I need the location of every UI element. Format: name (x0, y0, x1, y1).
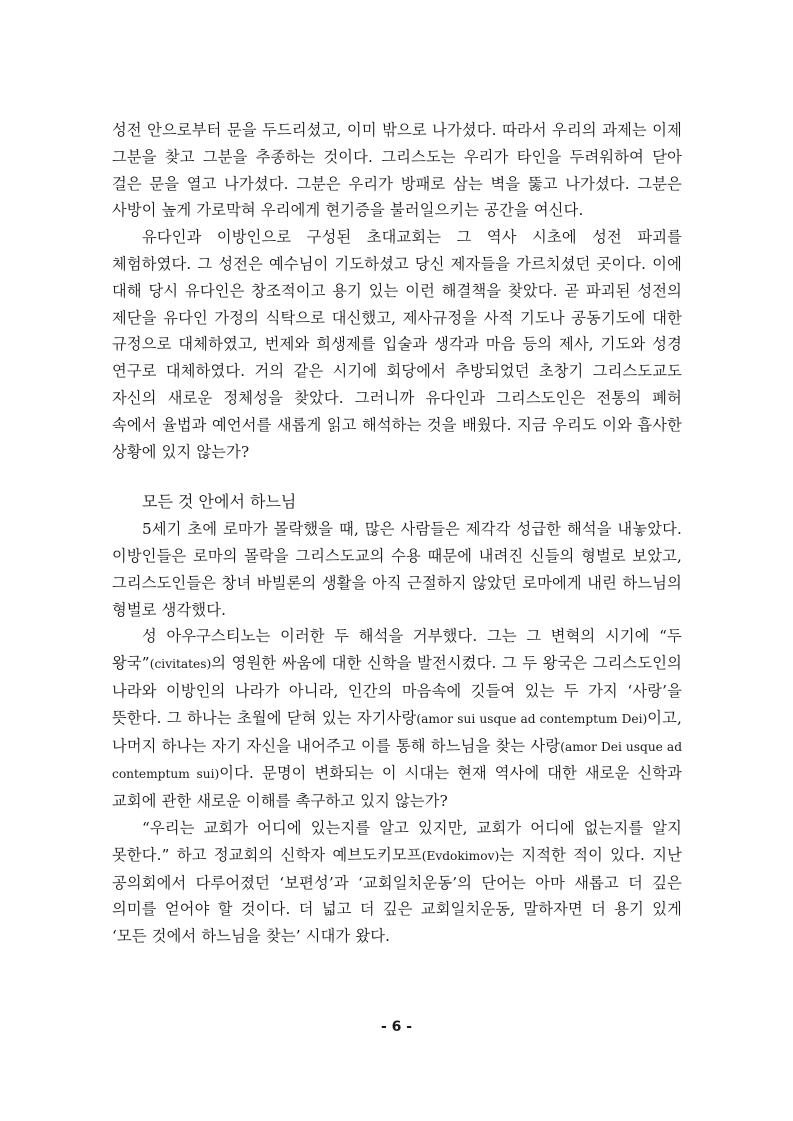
latin-term-civitates: (civitates) (149, 657, 212, 672)
paragraph-5-text-2: 는 지적한 적이 있다. 지난 공의회에서 다루어졌던 ‘보편성’과 ‘교회일치운동’의 단어는 아마 새롭고 더 깊은 의미를 얻어야 할 것이다. 더 넓고 더 깊은 교회일치운동, 말하자면 더 용기 있게 ‘모든 것에서 하느님을 찾는’ 시대가 왔다. (112, 845, 682, 946)
paragraph-3: 5세기 초에 로마가 몰락했을 때, 많은 사람들은 제각각 성급한 해석을 내놓았다. 이방인들은 로마의 몰락을 그리스도교의 수용 때문에 내려진 신들의 형벌로 보았고, 그리스도인들은 창녀 바빌론의 생활을 아직 근절하지 않았던 로마에게 내린 하느님의 형벌로 생각했다. (112, 520, 682, 619)
page-number: - 6 - (380, 1019, 413, 1035)
paragraph-5 (112, 815, 682, 950)
latin-term-amor-dei: (amor Dei usque ad contemptum sui) (112, 739, 682, 782)
latin-term-amor-sui: (amor sui usque ad contemptum Dei) (416, 711, 648, 726)
paragraph-4-text-4: 이다. 문명이 변화되는 이 시대는 현재 역사에 대한 새로운 신학과 교회에 관한 새로운 이해를 촉구하고 있지 않는가? (112, 764, 682, 811)
latin-term-evdokimov: (Evdokimov) (421, 848, 500, 863)
paragraph-4-text-3: 이고, 나머지 하나는 자기 자신을 내어주고 이를 통해 하느님을 찾는 사랑 (112, 708, 682, 755)
paragraph-4-text-1: 성 아우구스티노는 이러한 두 해석을 거부했다. 그는 그 변혁의 시기에 “두 왕국” (112, 627, 682, 673)
paragraph-1: 성전 안으로부터 문을 두드리셨고, 이미 밖으로 나가셨다. 따라서 우리의 과제는 이제 그분을 찾고 그분을 추종하는 것이다. 그리스도는 우리가 타인을 두려워하여 닫아 걸은 문을 열고 나가셨다. 그분은 우리가 방패로 삼는 벽을 뚫고 나가셨다. 그분은 사방이 높게 가로막혀 우리에게 현기증을 불러일으키는 공간을 여신다. (112, 121, 682, 220)
paragraph-2: 유다인과 이방인으로 구성된 초대교회는 그 역사 시초에 성전 파괴를 체험하였다. 그 성전은 예수님이 기도하셨고 당신 제자들을 가르치셨던 곳이다. 이에 대해 당시 유다인은 창조적이고 용기 있는 이런 해결책을 찾았다. 곧 파괴된 성전의 제단을 유다인 가정의 식탁으로 대신했고, 제사규정을 사적 기도나 공동기도에 대한 규정으로 대체하였고, 번제와 희생제를 입술과 생각과 마음 등의 제사, 기도와 성경 연구로 대체하였다. 거의 같은 시기에 회당에서 추방되었던 초창기 그리스도교도 자신의 새로운 정체성을 찾았다. 그러니까 유다인과 그리스도인은 전통의 폐허 속에서 율법과 예언서를 새롭게 읽고 해석하는 것을 배웠다. 지금 우리도 이와 흡사한 상황에 있지 않는가? (112, 228, 682, 461)
paragraph-4-text-2: 의 영원한 싸움에 대한 신학을 발전시켰다. 그 두 왕국은 그리스도인의 나라와 이방인의 나라가 아니라, 인간의 마음속에 깃들여 있는 두 가지 ‘사랑’을 뜻한다. 그 하나는 초월에 닫혀 있는 자기사랑 (112, 654, 682, 727)
paragraph-5-text-1: “우리는 교회가 어디에 있는지를 알고 있지만, 교회가 어디에 없는지를 알지 못한다.” 하고 정교회의 신학자 예브도키모프 (112, 818, 682, 864)
paragraph-4 (112, 623, 682, 815)
page-body (112, 117, 682, 950)
section-heading: 모든 것 안에서 하느님 (142, 492, 297, 512)
